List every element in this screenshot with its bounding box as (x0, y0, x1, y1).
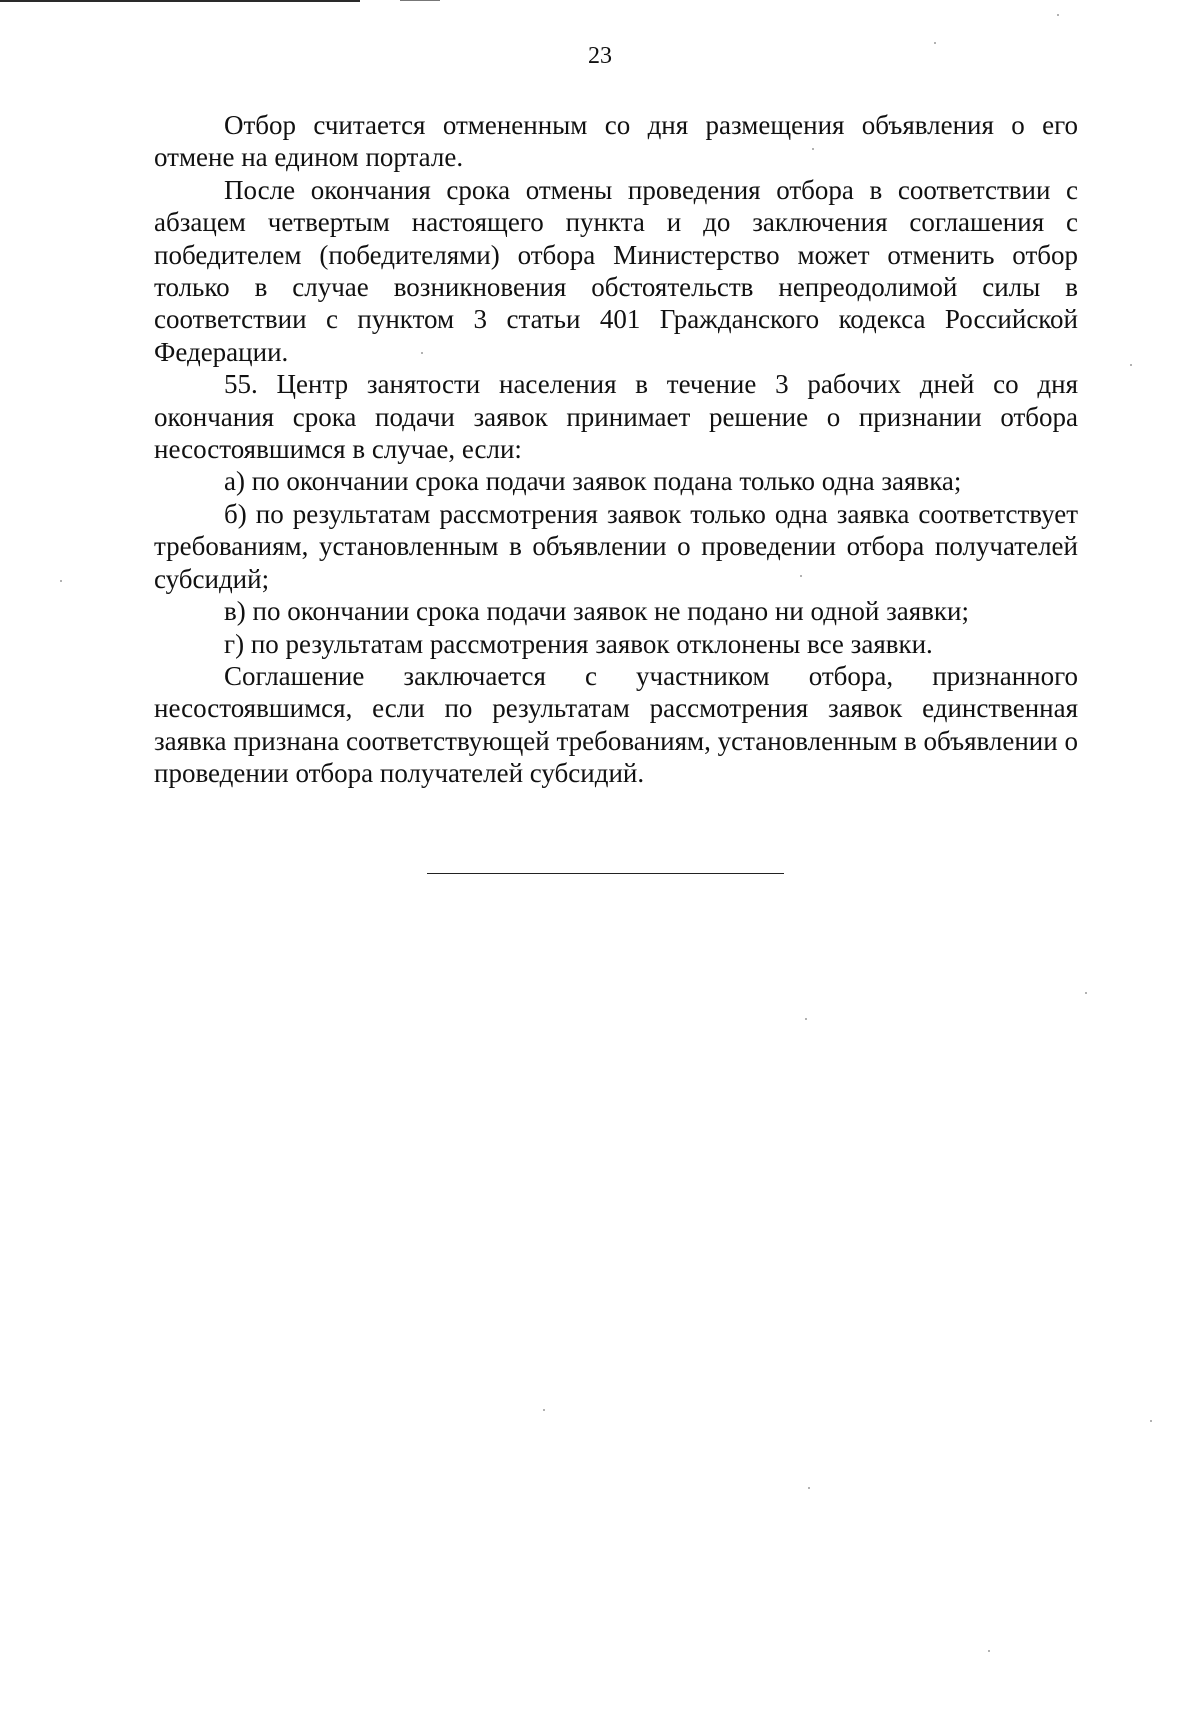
paragraph-selection-cancelled: Отбор считается отмененным со дня размещения объявления о его отмене на едином портале. (154, 110, 1078, 173)
scan-edge-line (0, 0, 360, 2)
scan-speck (808, 1487, 810, 1489)
scan-speck (800, 575, 802, 577)
paragraph-item-55: 55. Центр занятости населения в течение 3 рабочих дней со дня окончания срока подачи заявок принимает решение о признании отбора несостоявшимся в случае, если: (154, 369, 1078, 465)
scan-speck (1085, 992, 1087, 994)
list-item-g: г) по результатам рассмотрения заявок отклонены все заявки. (224, 628, 933, 659)
list-item-b: б) по результатам рассмотрения заявок только одна заявка соответствует требованиям, установленным в объявлении о проведении отбора получателей субсидий; (154, 498, 1078, 594)
paragraph-cancellation-after-deadline: После окончания срока отмены проведения отбора в соответствии с абзацем четвертым настоящего пункта и до заключения соглашения с победителем (победителями) отбора Министерство может отменить отбор только в случае возникновения обстоятельств непреодолимой силы в соответствии с пунктом 3 статьи 401 Гражданского кодекса Российской Федерации. (154, 174, 1078, 367)
scan-speck (988, 1650, 990, 1652)
scan-speck (1057, 14, 1059, 16)
scan-speck (1130, 364, 1132, 366)
scan-edge-line (400, 0, 440, 1)
page-number: 23 (588, 43, 612, 69)
scan-speck (805, 1018, 807, 1020)
scan-speck (1150, 1420, 1152, 1422)
scan-speck (543, 1409, 545, 1411)
end-divider-line (427, 873, 784, 874)
scan-speck (934, 42, 936, 44)
paragraph-agreement: Соглашение заключается с участником отбора, признанного несостоявшимся, если по результатам рассмотрения заявок единственная заявка признана соответствующей требованиям, установленным в объявлении о проведении отбора получателей субсидий. (154, 660, 1078, 789)
list-item-v: в) по окончании срока подачи заявок не подано ни одной заявки; (224, 596, 969, 627)
scan-speck (60, 580, 62, 582)
scan-speck (812, 148, 814, 150)
list-item-a: а) по окончании срока подачи заявок подана только одна заявка; (224, 466, 962, 497)
document-body (154, 109, 1078, 790)
scan-speck (421, 352, 423, 354)
